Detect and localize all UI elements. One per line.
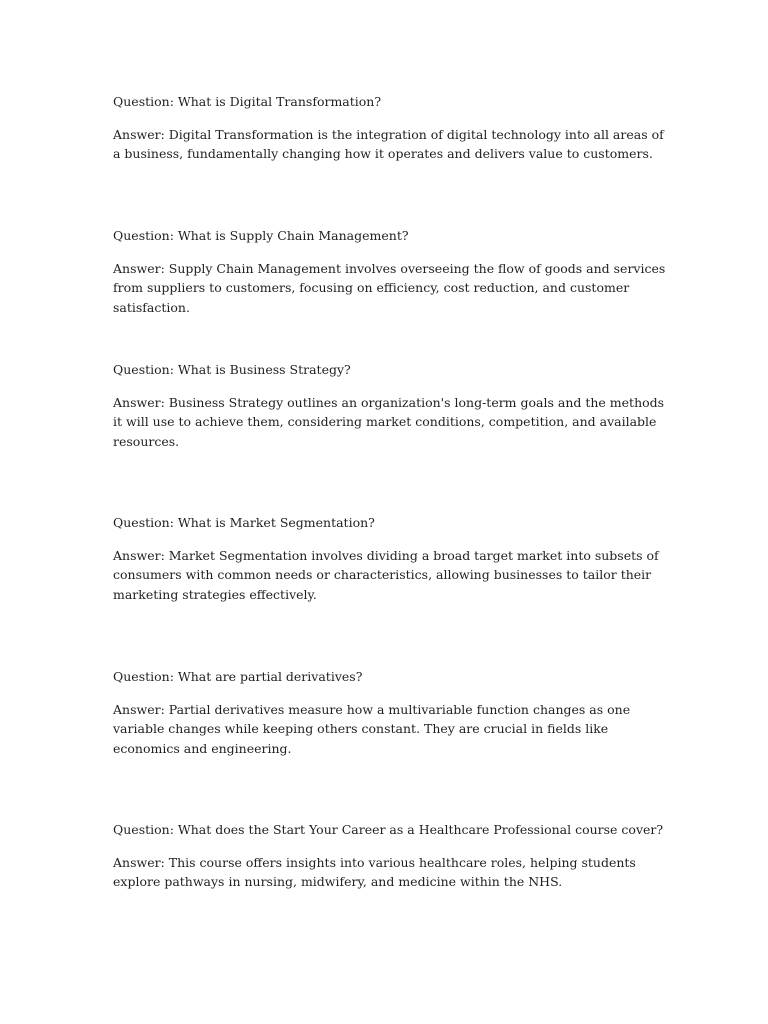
qa-item <box>113 92 673 164</box>
question-text: Question: What does the Start Your Career as a Healthcare Professional course cover? <box>113 822 664 837</box>
question-text: Question: What are partial derivatives? <box>113 669 363 684</box>
qa-item <box>113 513 673 604</box>
qa-item <box>113 226 673 317</box>
answer-text: Answer: This course offers insights into various healthcare roles, helping students explore pathways in nursing, midwifery, and medicine within the NHS. <box>113 854 636 889</box>
answer-text: Answer: Business Strategy outlines an organization's long-term goals and the methods it will use to achieve them, considering market conditions, competition, and available resources. <box>113 394 665 449</box>
qa-item <box>113 820 673 892</box>
qa-item <box>113 667 673 758</box>
question-text: Question: What is Supply Chain Management? <box>113 228 409 243</box>
question-text: Question: What is Market Segmentation? <box>113 515 375 530</box>
answer-text: Answer: Market Segmentation involves dividing a broad target market into subsets of consumers with common needs or characteristics, allowing businesses to tailor their marketing strategies effectively. <box>113 547 659 602</box>
answer-text: Answer: Digital Transformation is the integration of digital technology into all areas of a business, fundamentally changing how it operates and delivers value to customers. <box>113 126 664 161</box>
answer-text: Answer: Supply Chain Management involves overseeing the flow of goods and services from suppliers to customers, focusing on efficiency, cost reduction, and customer satisfaction. <box>113 260 666 315</box>
question-text: Question: What is Digital Transformation? <box>113 94 382 109</box>
question-text: Question: What is Business Strategy? <box>113 362 351 377</box>
qa-item <box>113 360 673 451</box>
answer-text: Answer: Partial derivatives measure how a multivariable function changes as one variable changes while keeping others constant. They are crucial in fields like economics and engineering. <box>113 701 631 756</box>
